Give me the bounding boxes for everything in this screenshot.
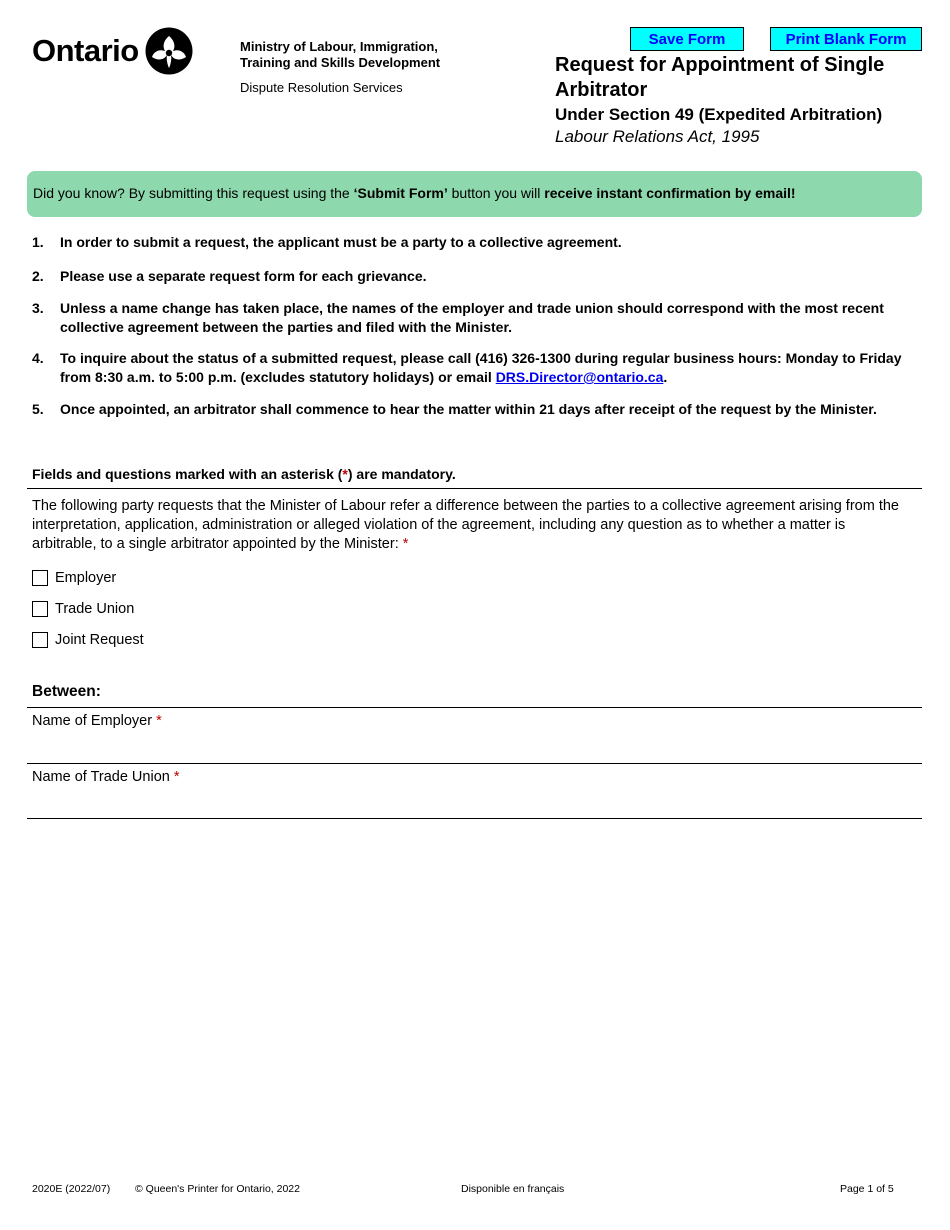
instruction-text: Unless a name change has taken place, the names of the employer and trade union should correspond with the most recent collective agreement between the parties and filed with the Minister. [60, 300, 884, 335]
print-blank-form-button[interactable]: Print Blank Form [770, 27, 922, 51]
ontario-logo [32, 27, 193, 75]
party-option-employer[interactable] [32, 568, 116, 588]
between-heading: Between: [32, 683, 101, 700]
banner-emphasis: receive instant confirmation by email! [544, 185, 796, 201]
instruction-number: 4. [32, 350, 44, 366]
instruction-item [32, 349, 912, 387]
request-paragraph [32, 497, 912, 554]
save-form-button[interactable]: Save Form [630, 27, 744, 51]
instruction-text: Please use a separate request form for each grievance. [60, 268, 427, 284]
instruction-text: In order to submit a request, the applicant must be a party to a collective agreement. [60, 234, 622, 250]
checkbox-label: Employer [55, 570, 117, 586]
instruction-text: Once appointed, an arbitrator shall commence to hear the matter within 21 days after receipt of the request by the Minister. [60, 401, 877, 417]
instruction-text: To inquire about the status of a submitted request, please call (416) 326-1300 during regular business hours: Monday to Friday from 8:30 a.m. to 5:00 p.m. (excludes statutory holidays) or email [60, 350, 902, 385]
mandatory-note [32, 466, 456, 482]
section-divider [27, 707, 922, 708]
party-option-joint-request[interactable] [32, 630, 144, 650]
instruction-item [32, 267, 912, 286]
instruction-number: 3. [32, 300, 44, 316]
party-option-trade-union[interactable] [32, 599, 134, 619]
trade-union-name-label [32, 769, 180, 785]
instruction-text-wrap [60, 349, 912, 387]
required-asterisk: * [173, 769, 180, 785]
field-divider [27, 763, 922, 764]
instruction-item [32, 233, 912, 252]
instruction-number: 5. [32, 401, 44, 417]
employer-checkbox[interactable] [32, 570, 48, 586]
field-divider [27, 818, 922, 819]
employer-label-text: Name of Employer [32, 713, 153, 729]
instruction-item [32, 299, 912, 337]
asterisk-marker: * [342, 466, 348, 482]
form-subtitle: Under Section 49 (Expedited Arbitration) [555, 105, 883, 124]
info-banner [27, 171, 922, 217]
trade-union-checkbox[interactable] [32, 601, 48, 617]
required-asterisk: * [156, 713, 162, 729]
section-divider [27, 488, 922, 489]
employer-name-input[interactable] [27, 732, 922, 762]
checkbox-label: Trade Union [55, 601, 135, 617]
form-id: 2020E (2022/07) [32, 1183, 111, 1195]
employer-name-label [32, 713, 162, 729]
instruction-number: 1. [32, 234, 44, 250]
mandatory-note-after: ) are mandatory. [347, 466, 456, 482]
union-label-text: Name of Trade Union [32, 769, 170, 785]
instruction-item [32, 400, 912, 419]
banner-middle: button you will [447, 185, 545, 201]
joint-request-checkbox[interactable] [32, 632, 48, 648]
french-availability: Disponible en français [461, 1183, 565, 1195]
trade-union-name-input[interactable] [27, 788, 922, 818]
logo-wordmark: Ontario [32, 33, 139, 68]
act-reference: Labour Relations Act, 1995 [555, 127, 760, 146]
banner-button-ref: ‘Submit Form’ [353, 185, 448, 201]
form-title: Request for Appointment of Single Arbitrator [555, 54, 885, 101]
division-name: Dispute Resolution Services [240, 80, 403, 95]
instruction-text-end: . [663, 369, 668, 385]
banner-prefix: Did you know? By submitting this request using the [33, 185, 354, 201]
page-number: Page 1 of 5 [840, 1183, 894, 1195]
mandatory-note-before: Fields and questions marked with an asterisk ( [32, 466, 343, 482]
email-link[interactable]: DRS.Director@ontario.ca [495, 369, 664, 385]
ministry-name: Ministry of Labour, Immigration, Training and Skills Development [240, 39, 441, 70]
required-asterisk: * [402, 536, 409, 552]
request-text: The following party requests that the Minister of Labour refer a difference between the parties to a collective agreement arising from the interpretation, application, administration or alleged violation of the agreement, including any question as to whether a matter is arbitrable, to a single arbitrator appointed by the Minister: [32, 498, 899, 552]
instruction-number: 2. [32, 268, 44, 284]
copyright: © Queen's Printer for Ontario, 2022 [135, 1183, 300, 1195]
trillium-icon [145, 27, 193, 75]
checkbox-label: Joint Request [55, 632, 144, 648]
